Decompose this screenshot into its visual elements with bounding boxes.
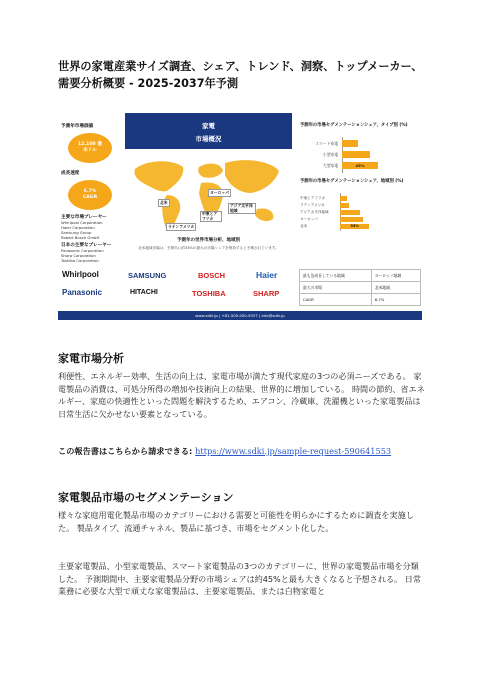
region-chart-row bbox=[300, 195, 420, 202]
banner-title: 家電 bbox=[202, 122, 215, 130]
region-tag-latin-america: ラテンアメリカ bbox=[168, 224, 195, 229]
market-value-label: 予測年市場価値 bbox=[61, 124, 94, 129]
section-heading-segmentation: 家電製品市場のセグメンテーション bbox=[58, 491, 234, 504]
major-players-label: 主要な市場プレーヤー bbox=[61, 215, 107, 220]
region-chart-bar: 33% bbox=[340, 224, 369, 229]
whirlpool-logo: Whirlpool bbox=[62, 270, 99, 279]
region-tag-europe: ヨーロッパ bbox=[210, 190, 229, 195]
player-item: Samsung Group bbox=[61, 230, 92, 235]
cagr-value: 6.7% bbox=[83, 189, 97, 194]
map-note-description: 北米地域市場は、予測年に約33%の最大の市場シェアを保持すると予測されています。 bbox=[138, 246, 279, 250]
region-chart-bar bbox=[340, 217, 363, 222]
japan-players-list bbox=[61, 248, 104, 263]
region-chart-bar bbox=[340, 196, 347, 201]
region-tag-mea: 中東とアフリカ bbox=[200, 211, 222, 222]
hitachi-logo: HITACHI bbox=[130, 289, 158, 296]
region-chart-row bbox=[300, 223, 420, 230]
europe-shape bbox=[198, 164, 223, 178]
market-value: 12,100 億 bbox=[78, 142, 102, 147]
map-note bbox=[125, 237, 292, 251]
player-item: Toshiba Corporation bbox=[61, 258, 99, 263]
type-chart-bar bbox=[342, 140, 358, 147]
market-analysis-paragraph: 利便性、エネルギー効率、生活の向上は、家電市場が満たす現代家庭の3つの必須ニーズである。 家電製品の消費は、可処分所得の増加や技術向上の結果、世界的に増加している。 時間の節約、省エネルギー、家庭の快適性といった問題を解決するため、エアコン、冷蔵庫、洗濯機といった家電製品は日常生活に欠かせない要素となっている。 bbox=[58, 371, 425, 419]
region-chart-title: 予測年の市場セグメンテーションシェア、地域別 (%) bbox=[300, 179, 404, 184]
region-tag-north-america: 北米 bbox=[160, 200, 168, 205]
company-logos bbox=[58, 268, 296, 308]
table-cell: ヨーロッパ地域 bbox=[371, 270, 420, 282]
japan-players-label: 日本の主要なプレーヤー bbox=[61, 243, 112, 248]
sharp-logo: SHARP bbox=[253, 289, 280, 298]
section-heading-market-analysis: 家電市場分析 bbox=[58, 352, 124, 365]
region-chart-category-label: ヨーロッパ bbox=[300, 217, 318, 221]
market-value-unit: 米ドル bbox=[83, 148, 97, 153]
table-row bbox=[300, 282, 421, 294]
samsung-logo: SAMSUNG bbox=[128, 271, 167, 280]
type-chart-category-label: 小型家電 bbox=[322, 152, 338, 157]
region-chart-row bbox=[300, 202, 420, 209]
region-chart-bar bbox=[340, 203, 349, 208]
type-chart-row bbox=[300, 161, 420, 170]
player-item: Whirlpool Corporation bbox=[61, 220, 103, 225]
region-chart-row bbox=[300, 216, 420, 223]
cagr-circle bbox=[68, 180, 112, 210]
type-chart-row bbox=[300, 150, 420, 159]
major-players-list bbox=[61, 220, 103, 240]
infographic-right-panel bbox=[296, 113, 422, 265]
table-row bbox=[300, 270, 421, 282]
market-value-circle bbox=[68, 133, 112, 163]
growth-label: 成長速度 bbox=[61, 171, 80, 176]
infographic-footer: www.sdki.jp | +81-505-050-9337 | info@sdki.jp bbox=[58, 311, 422, 320]
map-note-title: 予測年の世界市場分析、地域別 bbox=[177, 238, 240, 243]
region-chart-category-label: アジア太平洋地域 bbox=[300, 210, 329, 214]
sample-request-line bbox=[58, 446, 391, 457]
region-chart-category-label: 北米 bbox=[300, 224, 308, 228]
cagr-label: CAGR bbox=[82, 195, 98, 200]
table-cell: 6.7% bbox=[371, 294, 420, 306]
player-item: Robert Bosch GmbH bbox=[61, 235, 100, 240]
region-tag-asia-pacific: アジア太平洋地域 bbox=[228, 203, 256, 214]
key-metrics-table bbox=[299, 269, 421, 306]
type-chart-category-label: スマート家電 bbox=[315, 141, 338, 146]
sample-request-link[interactable]: https://www.sdki.jp/sample-request-590641553 bbox=[195, 446, 392, 456]
toshiba-logo: TOSHIBA bbox=[192, 289, 226, 298]
table-cell: CAGR bbox=[300, 294, 372, 306]
table-cell: 最大の市場 bbox=[300, 282, 372, 294]
asia-shape bbox=[225, 160, 279, 193]
player-item: Haier Corporation bbox=[61, 225, 95, 230]
segmentation-paragraph-1: 様々な家庭用電化製品市場のカテゴリーにおける需要と可能性を明らかにするために調査を実施した。 製品タイプ、流通チャネル、製品に基づき、市場をセグメント化した。 bbox=[58, 510, 414, 533]
table-cell: 北米地域 bbox=[371, 282, 420, 294]
australia-shape bbox=[255, 208, 273, 221]
type-chart-row bbox=[300, 139, 420, 148]
type-chart-title: 予測年の市場セグメンテーションシェア、タイプ別 (%) bbox=[300, 123, 408, 128]
panasonic-logo: Panasonic bbox=[62, 288, 103, 297]
haier-logo: Haier bbox=[256, 270, 278, 280]
north-america-shape bbox=[134, 161, 183, 191]
segmentation-paragraph-2: 主要家電製品、小型家電製品、スマート家電製品の3つのカテゴリーに、世界の家電製品市場を分類した。 予測期間中、主要家電製品分野の市場シェアは約45%と最も大きくなると予想される。 日常業務に必要な大型で頑丈な家電製品は、主要家電製品、または白物家電と bbox=[58, 561, 421, 597]
infographic-left-panel bbox=[58, 113, 124, 265]
table-row bbox=[300, 294, 421, 306]
bosch-logo: BOSCH bbox=[198, 271, 226, 280]
type-chart-bar: 45% bbox=[342, 162, 378, 169]
region-chart-row bbox=[300, 209, 420, 216]
region-chart-category-label: 中東とアフリカ bbox=[300, 196, 325, 200]
type-chart-category-label: 大型家電 bbox=[322, 163, 338, 168]
market-infographic bbox=[58, 113, 422, 320]
player-item: Sharp Corporation bbox=[61, 253, 96, 258]
infographic-banner bbox=[125, 113, 292, 149]
player-item: Panasonic Corporation bbox=[61, 248, 104, 253]
document-title: 世界の家電産業サイズ調査、シェア、トレンド、洞察、トップメーカー、需要分析概要 - 2025-2037年予測 bbox=[58, 60, 423, 90]
region-chart-bar bbox=[340, 210, 360, 215]
sample-request-label: この報告書はこちらから請求できる: bbox=[58, 446, 193, 456]
region-chart-category-label: ラテンアメリカ bbox=[300, 203, 325, 207]
type-chart-bar bbox=[342, 151, 370, 158]
table-cell: 最も急成長している地域 bbox=[300, 270, 372, 282]
banner-subtitle: 市場概況 bbox=[195, 135, 222, 143]
